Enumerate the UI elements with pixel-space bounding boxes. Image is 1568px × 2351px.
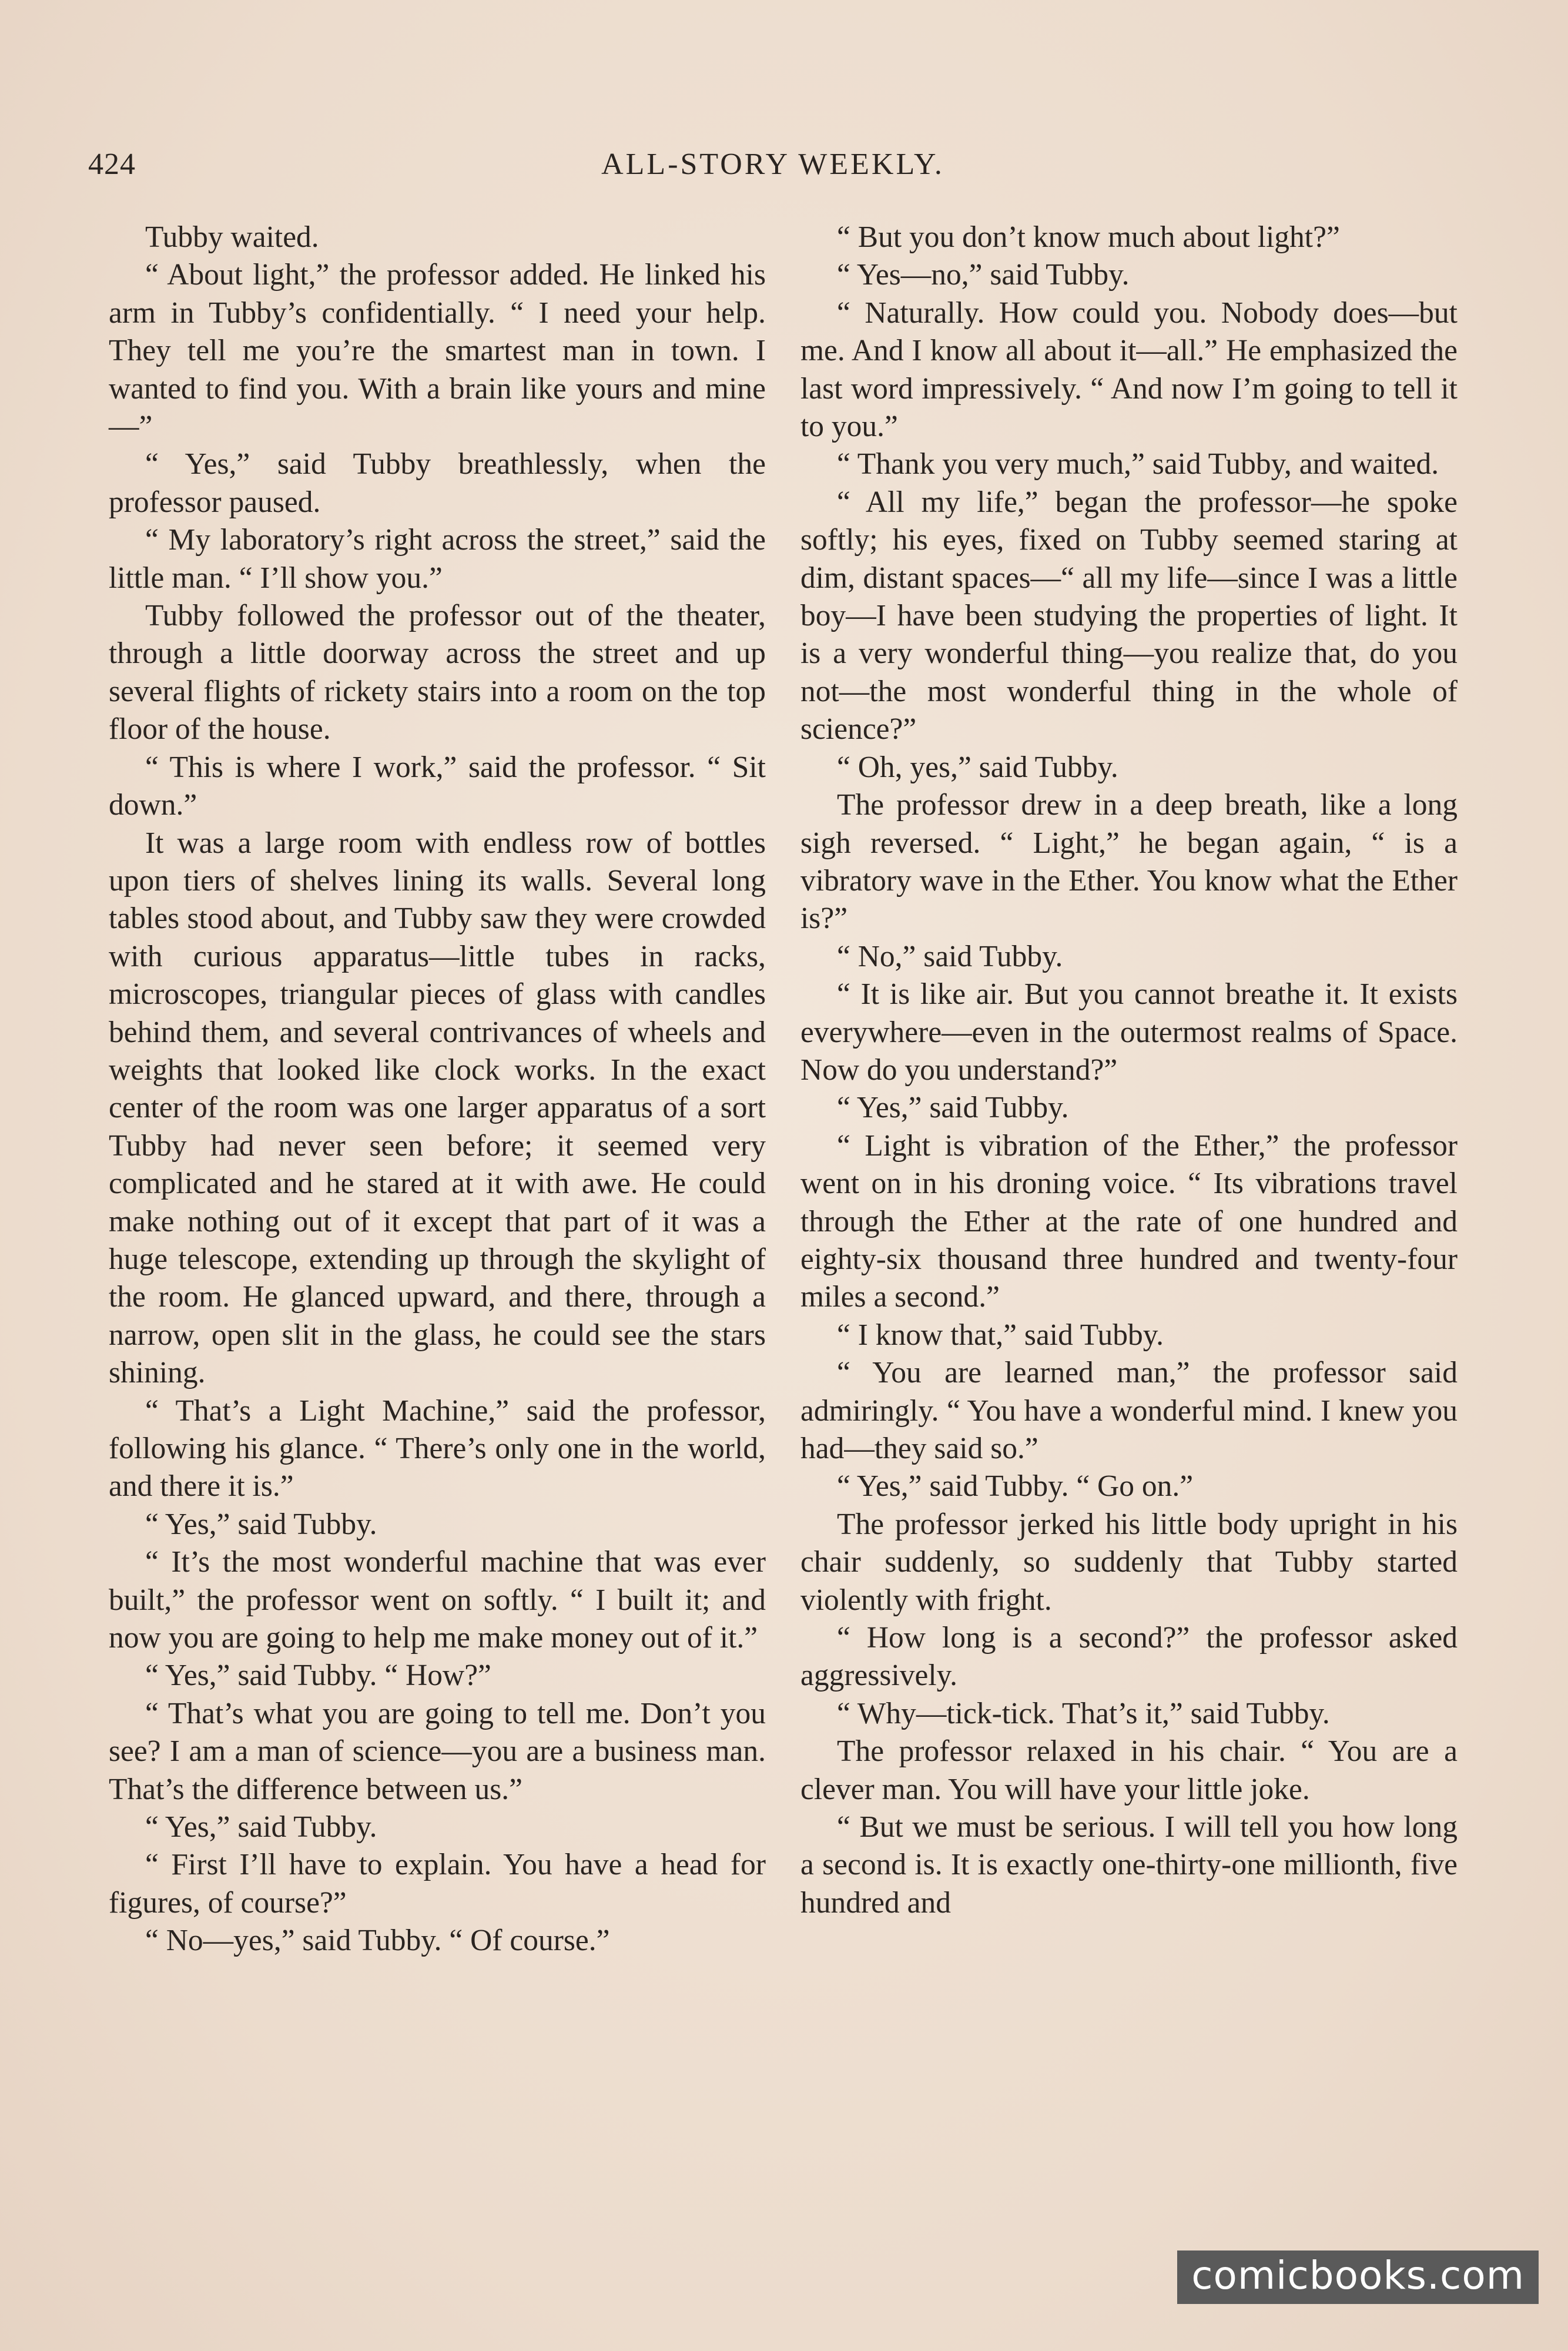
paragraph: “ It’s the most wonderful machine that was ever built,” the professor went on softly. “ I built it; and now you are going to help me make money out of it.” xyxy=(109,1545,766,1655)
paragraph: “ It is like air. But you cannot breathe it. It exists everywhere—even in the outermost realms of Space. Now do you understand?” xyxy=(800,977,1458,1087)
paragraph: “ But you don’t know much about light?” xyxy=(837,220,1340,254)
paragraph: “ That’s a Light Machine,” said the professor, following his glance. “ There’s only one in the world, and there it is.” xyxy=(109,1394,766,1503)
paragraph: “ Yes,” said Tubby. xyxy=(145,1507,377,1541)
paragraph: It was a large room with endless row of bottles upon tiers of shelves lining its walls. Several long tables stood about, and Tubby saw they were crowded with curious apparatus—little tubes in racks, microscopes, triangular pieces of glass with candles behind them, and several contrivances of wheels and weights that looked like clock works. In the exact center of the room was one larger apparatus of a sort Tubby had never seen before; it seemed very complicated and he stared at it with awe. He could make nothing out of it except that part of it was a huge telescope, extending up through the skylight of the room. He glanced upward, and there, through a narrow, open slit in the glass, he could see the stars shining. xyxy=(109,826,766,1390)
paragraph: “ This is where I work,” said the professor. “ Sit down.” xyxy=(109,750,766,822)
paragraph: “ Yes,” said Tubby. “ How?” xyxy=(145,1659,491,1693)
paragraph: “ Yes,” said Tubby breathlessly, when the professor paused. xyxy=(109,447,766,519)
paragraph: “ Naturally. How could you. Nobody does—but me. And I know all about it—all.” He emphasized the last word impressively. “ And now I’m going to tell it to you.” xyxy=(800,296,1458,444)
running-head: ALL-STORY WEEKLY. xyxy=(601,148,944,181)
paragraph: “ No—yes,” said Tubby. “ Of course.” xyxy=(145,1924,610,1958)
right-column xyxy=(800,219,1458,1922)
paragraph: “ But we must be serious. I will tell you how long a second is. It is exactly one-thirty-one millionth, five hundred and xyxy=(800,1810,1458,1920)
paragraph: Tubby followed the professor out of the theater, through a little doorway across the street and up several flights of rickety stairs into a room on the top floor of the house. xyxy=(109,599,766,746)
paragraph: “ Yes,” said Tubby. “ Go on.” xyxy=(837,1469,1194,1503)
paragraph: “ Oh, yes,” said Tubby. xyxy=(837,750,1118,784)
paragraph: “ All my life,” began the professor—he spoke softly; his eyes, fixed on Tubby seemed staring at dim, distant spaces—“ all my life—since I was a little boy—I have been studying the properties of light. It is a very wonderful thing—you realize that, do you not—the most wonderful thing in the whole of science?” xyxy=(800,485,1458,746)
watermark: comicbooks.com xyxy=(1177,2250,1539,2304)
left-column xyxy=(109,219,766,1960)
paragraph: “ Yes,” said Tubby. xyxy=(145,1810,377,1844)
paragraph: “ Yes—no,” said Tubby. xyxy=(837,258,1130,292)
paragraph: “ That’s what you are going to tell me. Don’t you see? I am a man of science—you are a business man. That’s the difference between us.” xyxy=(109,1696,766,1806)
paragraph: “ Thank you very much,” said Tubby, and waited. xyxy=(837,447,1439,481)
paragraph: “ No,” said Tubby. xyxy=(837,939,1063,973)
paragraph: The professor jerked his little body upright in his chair suddenly, so suddenly that Tubby started violently with fright. xyxy=(800,1507,1458,1617)
page-header xyxy=(88,147,1458,200)
paragraph: “ Yes,” said Tubby. xyxy=(837,1091,1069,1125)
paragraph: “ Light is vibration of the Ether,” the professor went on in his droning voice. “ Its vibrations travel through the Ether at the rate of one hundred and eighty-six thousand three hundred and twenty-four miles a second.” xyxy=(800,1128,1458,1314)
paragraph: The professor drew in a deep breath, like a long sigh reversed. “ Light,” he began again, “ is a vibratory wave in the Ether. You know what the Ether is?” xyxy=(800,788,1458,936)
paragraph: “ I know that,” said Tubby. xyxy=(837,1318,1164,1352)
paragraph: “ You are learned man,” the professor said admiringly. “ You have a wonderful mind. I knew you had—they said so.” xyxy=(800,1356,1458,1465)
paragraph: “ How long is a second?” the professor asked aggressively. xyxy=(800,1621,1458,1693)
paragraph: “ About light,” the professor added. He linked his arm in Tubby’s confidentially. “ I need your help. They tell me you’re the smartest man in town. I wanted to find you. With a brain like yours and mine—” xyxy=(109,258,766,444)
paragraph: “ First I’ll have to explain. You have a head for figures, of course?” xyxy=(109,1848,766,1920)
page-number: 424 xyxy=(88,148,136,181)
paragraph: Tubby waited. xyxy=(145,220,319,254)
paragraph: The professor relaxed in his chair. “ You are a clever man. You will have your little joke. xyxy=(800,1734,1458,1806)
paragraph: “ My laboratory’s right across the street,” said the little man. “ I’ll show you.” xyxy=(109,523,766,595)
paragraph: “ Why—tick-tick. That’s it,” said Tubby. xyxy=(837,1696,1330,1730)
